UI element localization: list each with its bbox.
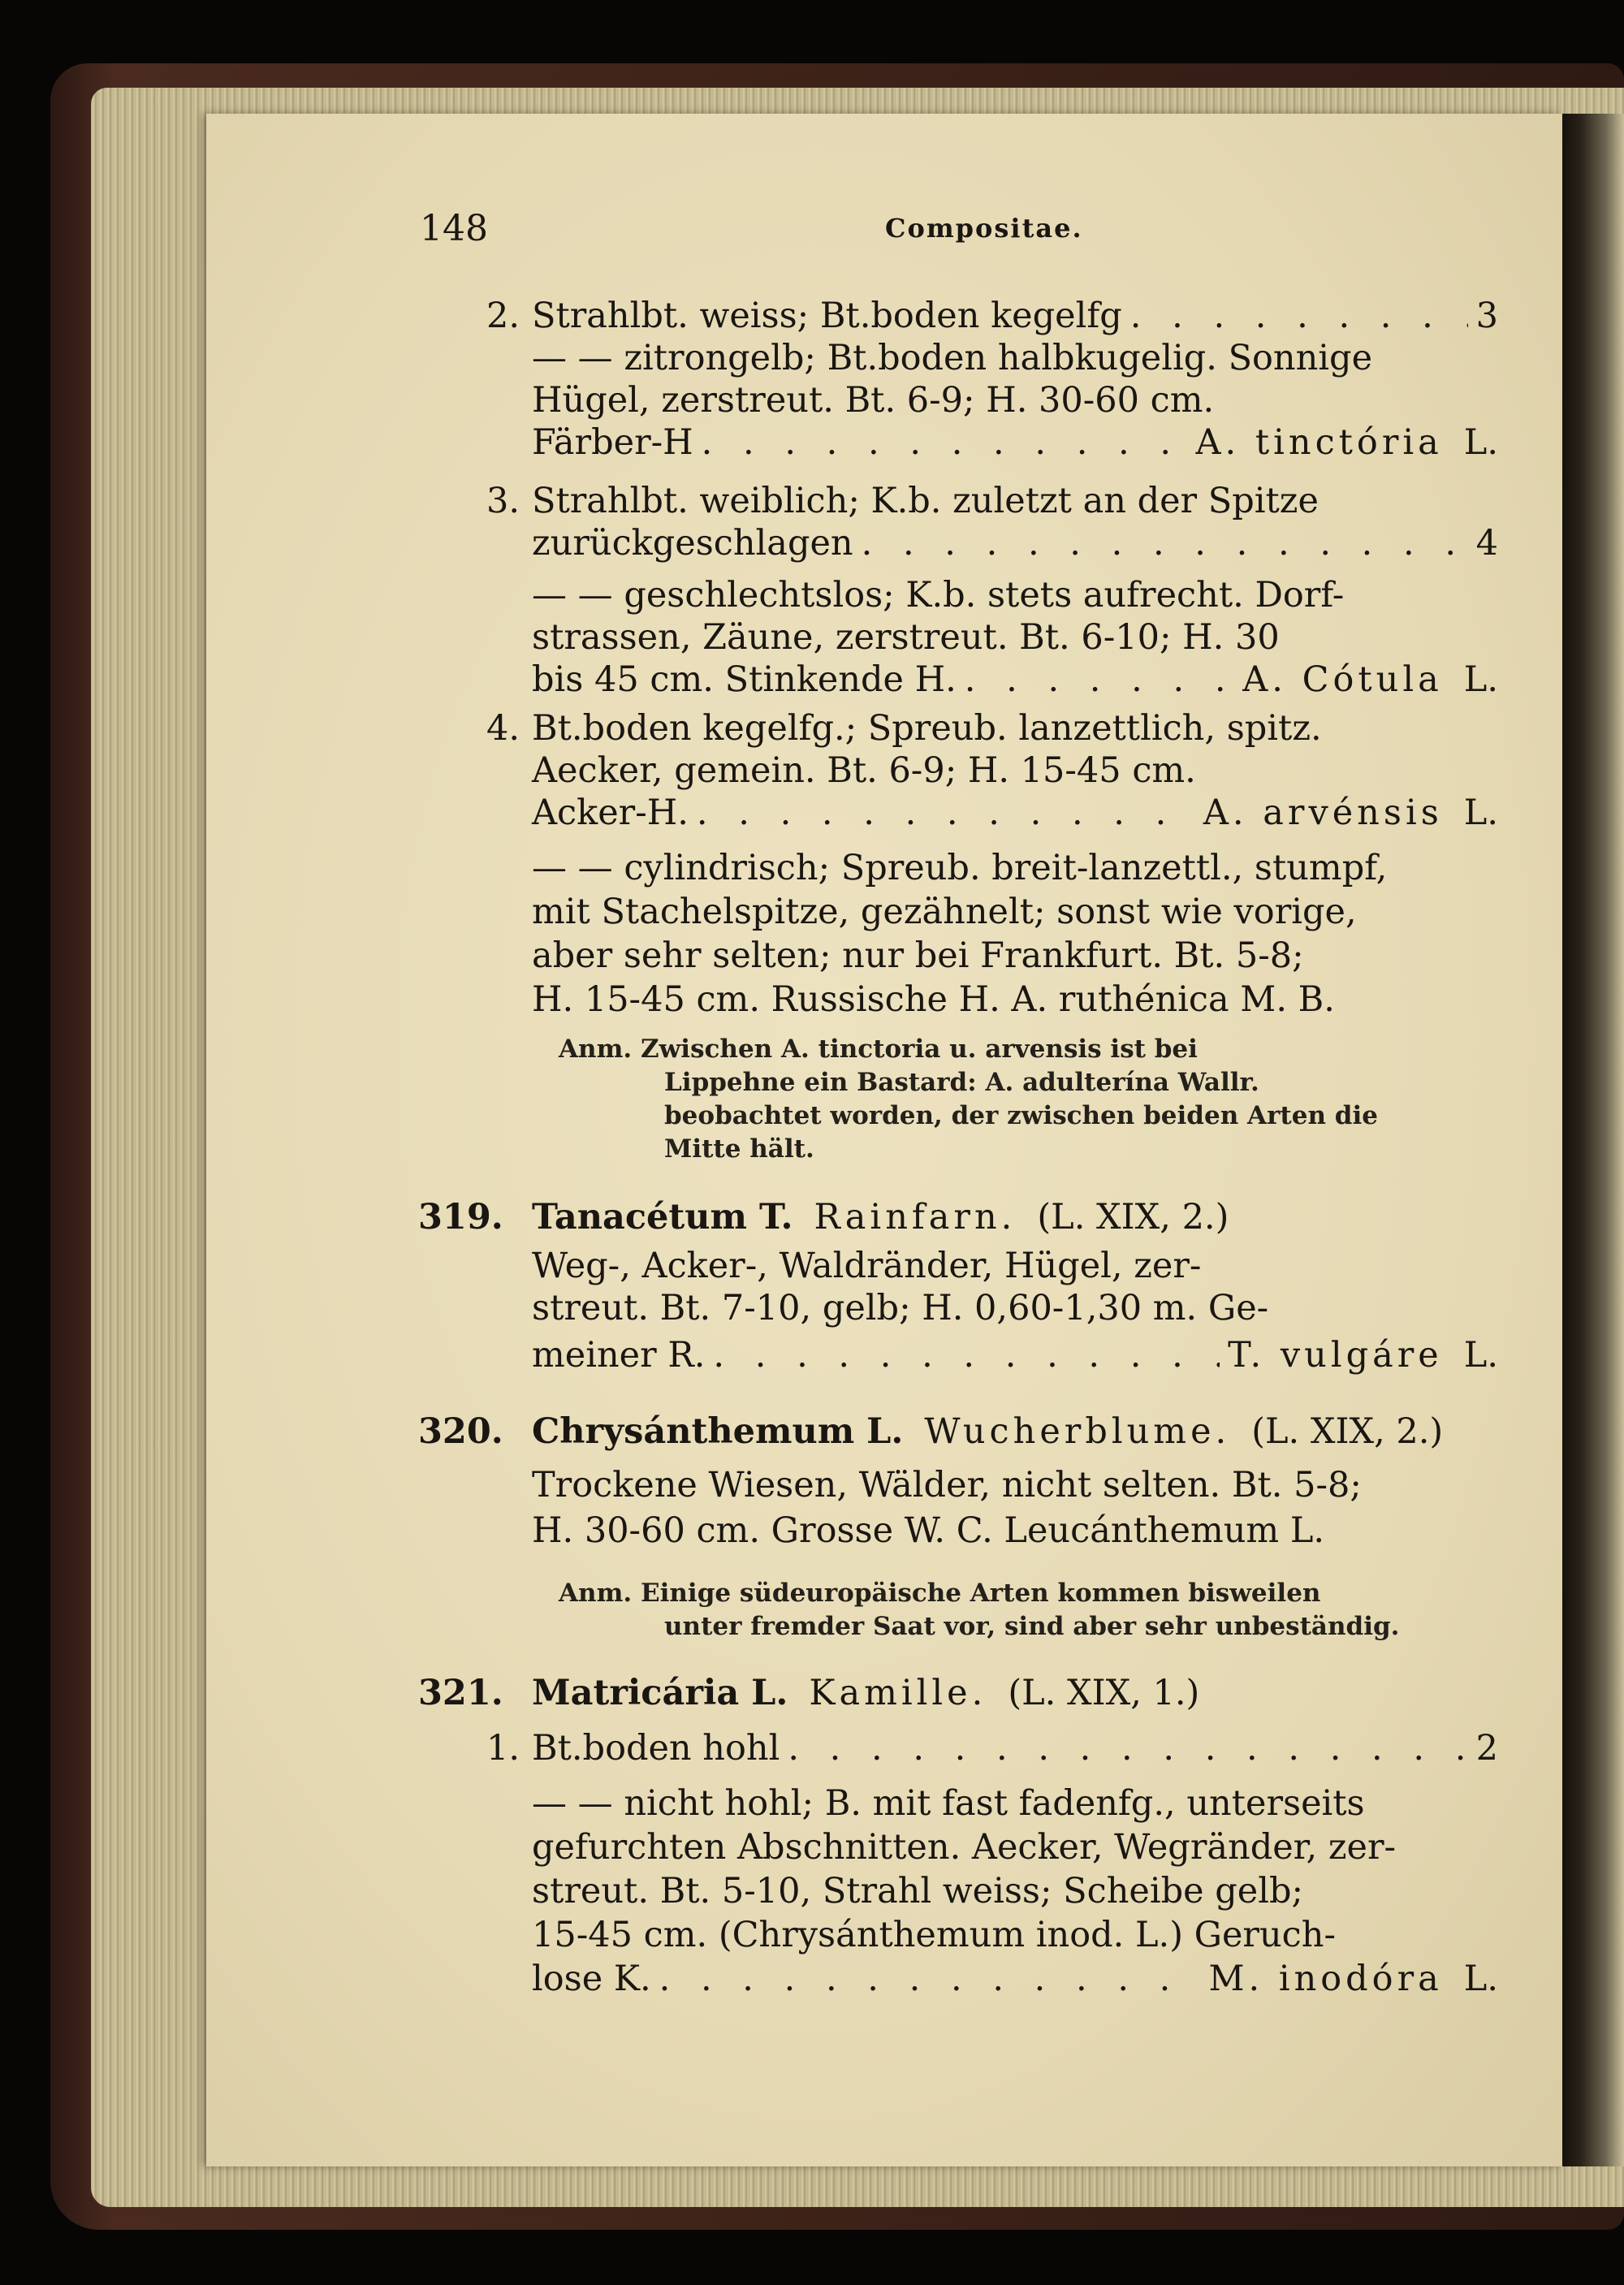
genus-name: Chrysánthemum L. bbox=[532, 1411, 904, 1452]
key-text: — — zitrongelb; Bt.boden halbkugelig. Sonnige bbox=[532, 338, 1373, 378]
description-text: 15-45 cm. (Chrysánthemum inod. L.) Geruch- bbox=[532, 1915, 1336, 1955]
key-line bbox=[532, 747, 1498, 794]
species-name: A. arvénsis bbox=[1203, 793, 1443, 833]
genus-heading bbox=[418, 1194, 1498, 1241]
key-text: — — geschlechtslos; K.b. stets aufrecht. Dorf- bbox=[532, 575, 1345, 616]
description-text: Trockene Wiesen, Wälder, nicht selten. Bt. 5-8; bbox=[532, 1465, 1362, 1505]
leader-dots bbox=[713, 1332, 1220, 1379]
key-line bbox=[486, 1725, 1498, 1772]
key-text: strassen, Zäune, zerstreut. Bt. 6-10; H. 30 bbox=[532, 617, 1280, 658]
annotation-note bbox=[559, 1577, 1440, 1644]
note-line: unter fremder Saat vor, sind aber sehr unbeständig. bbox=[664, 1612, 1400, 1641]
genus-number: 319. bbox=[418, 1197, 503, 1238]
genus-number: 321. bbox=[418, 1673, 503, 1713]
note-line: Lippehne ein Bastard: A. adulterína Wallr. bbox=[664, 1068, 1259, 1097]
key-line bbox=[532, 572, 1498, 619]
key-text: bis 45 cm. Stinkende H. bbox=[532, 659, 957, 700]
key-text: Strahlbt. weiss; Bt.boden kegelfg bbox=[532, 296, 1122, 336]
author: L. bbox=[1463, 1335, 1498, 1376]
description-line bbox=[532, 1332, 1498, 1379]
description-text: Weg-, Acker-, Waldränder, Hügel, zer- bbox=[532, 1246, 1202, 1286]
note-line: Mitte hält. bbox=[664, 1134, 814, 1164]
description-text: meiner R. bbox=[532, 1335, 706, 1376]
annotation-note bbox=[559, 1033, 1440, 1166]
key-line bbox=[486, 477, 1498, 525]
description-line bbox=[532, 1955, 1498, 2002]
description-text: — — nicht hohl; B. mit fast fadenfg., unterseits bbox=[532, 1783, 1365, 1824]
note-label: Anm. bbox=[559, 1579, 633, 1608]
key-line bbox=[532, 335, 1498, 382]
key-text: Strahlbt. weiblich; K.b. zuletzt an der Spitze bbox=[532, 481, 1319, 521]
key-text: Bt.boden kegelfg.; Spreub. lanzettlich, spitz. bbox=[532, 708, 1322, 749]
genus-number: 320. bbox=[418, 1411, 503, 1452]
key-text: Färber-H bbox=[532, 422, 693, 463]
author: L. bbox=[1463, 793, 1498, 833]
description-line bbox=[532, 1285, 1498, 1332]
leader-dots bbox=[659, 1955, 1201, 2002]
key-line bbox=[532, 614, 1498, 661]
author: L. bbox=[1463, 422, 1498, 463]
key-text: Hügel, zerstreut. Bt. 6-9; H. 30-60 cm. bbox=[532, 380, 1215, 421]
genus-name: Tanacétum T. bbox=[532, 1197, 793, 1238]
description-line bbox=[532, 1507, 1498, 1554]
key-text: H. 15-45 cm. Russische H. A. ruthénica M. B. bbox=[532, 979, 1335, 1020]
key-text: Bt.boden hohl bbox=[532, 1728, 780, 1769]
linnaean-class: (L. XIX, 1.) bbox=[1008, 1673, 1200, 1713]
key-target: 3 bbox=[1475, 296, 1498, 336]
key-number: 3. bbox=[486, 481, 520, 521]
description-line bbox=[532, 1868, 1498, 1915]
key-target: 4 bbox=[1475, 523, 1498, 564]
key-text: aber sehr selten; nur bei Frankfurt. Bt. 5-8; bbox=[532, 935, 1304, 976]
genus-name: Matricária L. bbox=[532, 1673, 788, 1713]
species-name: A. Cótula bbox=[1242, 659, 1443, 700]
note-line: beobachtet worden, der zwischen beiden Arten die bbox=[664, 1101, 1378, 1130]
common-name: Wucherblume. bbox=[924, 1411, 1231, 1452]
leader-dots bbox=[1130, 292, 1468, 339]
leader-dots bbox=[788, 1725, 1467, 1772]
linnaean-class: (L. XIX, 2.) bbox=[1251, 1411, 1444, 1452]
key-line bbox=[532, 520, 1498, 567]
key-number: 2. bbox=[486, 296, 520, 336]
key-line bbox=[486, 705, 1498, 752]
species-name: T. vulgáre bbox=[1228, 1335, 1443, 1376]
description-text: streut. Bt. 7-10, gelb; H. 0,60-1,30 m. Ge- bbox=[532, 1288, 1269, 1328]
key-line bbox=[532, 844, 1498, 892]
leader-dots bbox=[965, 656, 1234, 703]
key-line bbox=[532, 932, 1498, 979]
key-number: 4. bbox=[486, 708, 520, 749]
leader-dots bbox=[697, 789, 1195, 836]
common-name: Kamille. bbox=[809, 1673, 987, 1713]
running-title: Compositae. bbox=[885, 213, 1083, 244]
note-label: Anm. bbox=[559, 1035, 633, 1064]
leader-dots bbox=[702, 419, 1188, 466]
species-name: A. tinctória bbox=[1195, 422, 1443, 463]
species-name: M. inodóra bbox=[1208, 1959, 1443, 1999]
key-line bbox=[532, 976, 1498, 1023]
key-line bbox=[532, 888, 1498, 935]
description-line bbox=[532, 1780, 1498, 1827]
note-line: Einige südeuropäische Arten kommen bisweilen bbox=[640, 1579, 1321, 1608]
page-number: 148 bbox=[420, 208, 488, 249]
key-line bbox=[532, 377, 1498, 424]
genus-heading bbox=[418, 1408, 1498, 1455]
key-text: — — cylindrisch; Spreub. breit-lanzettl., stumpf, bbox=[532, 848, 1388, 888]
description-text: gefurchten Abschnitten. Aecker, Wegränder, zer- bbox=[532, 1827, 1397, 1868]
description-line bbox=[532, 1911, 1498, 1959]
key-text: Acker-H. bbox=[532, 793, 689, 833]
author: L. bbox=[1463, 659, 1498, 700]
key-line bbox=[532, 789, 1498, 836]
key-line bbox=[532, 656, 1498, 703]
author: L. bbox=[1463, 1959, 1498, 1999]
description-text: H. 30-60 cm. Grosse W. C. Leucánthemum L. bbox=[532, 1510, 1325, 1551]
key-target: 2 bbox=[1475, 1728, 1498, 1769]
description-text: streut. Bt. 5-10, Strahl weiss; Scheibe gelb; bbox=[532, 1871, 1303, 1911]
leader-dots bbox=[862, 520, 1468, 567]
key-text: Aecker, gemein. Bt. 6-9; H. 15-45 cm. bbox=[532, 750, 1196, 791]
genus-heading bbox=[418, 1669, 1498, 1717]
note-line: Zwischen A. tinctoria u. arvensis ist bei bbox=[640, 1035, 1198, 1064]
linnaean-class: (L. XIX, 2.) bbox=[1037, 1197, 1229, 1238]
key-text: mit Stachelspitze, gezähnelt; sonst wie vorige, bbox=[532, 892, 1357, 932]
description-text: lose K. bbox=[532, 1959, 651, 1999]
key-text: zurückgeschlagen bbox=[532, 523, 853, 564]
key-number: 1. bbox=[486, 1728, 520, 1769]
description-line bbox=[532, 1462, 1498, 1509]
key-line bbox=[532, 419, 1498, 466]
description-line bbox=[532, 1824, 1498, 1871]
common-name: Rainfarn. bbox=[814, 1197, 1017, 1238]
description-line bbox=[532, 1242, 1498, 1289]
key-line bbox=[486, 292, 1498, 339]
